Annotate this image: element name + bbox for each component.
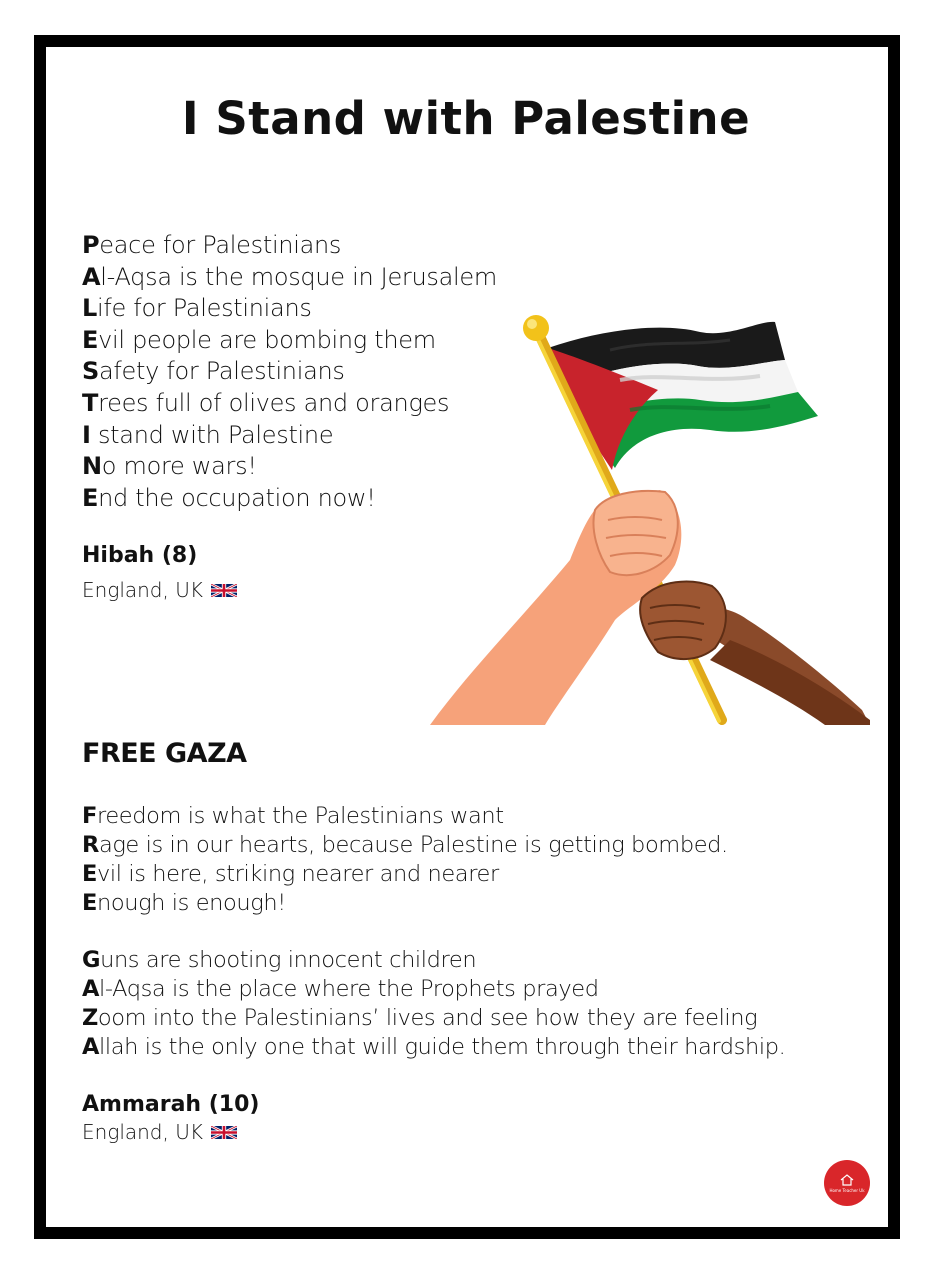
house-logo-icon bbox=[840, 1174, 854, 1186]
poem-initial: E bbox=[82, 483, 99, 512]
poem-line-text: o more wars! bbox=[101, 452, 257, 481]
poem-initial: T bbox=[82, 388, 99, 417]
poem-line-text: stand with Palestine bbox=[90, 420, 334, 449]
home-teacher-logo-badge bbox=[824, 1160, 870, 1206]
poem-initial: I bbox=[82, 420, 91, 449]
dark-hand bbox=[640, 582, 870, 725]
badge-label: Home Teacher Uk bbox=[829, 1187, 865, 1193]
poem-line bbox=[82, 230, 497, 262]
poem2-location bbox=[82, 1120, 237, 1144]
poem-initial: G bbox=[82, 947, 101, 973]
page-title: I Stand with Palestine bbox=[181, 92, 751, 145]
poem-initial: Z bbox=[82, 1005, 98, 1031]
uk-flag-icon bbox=[211, 1124, 237, 1141]
poem-line-text: vil is here, striking nearer and nearer bbox=[96, 861, 499, 887]
poem-initial: S bbox=[82, 357, 99, 386]
poem-line bbox=[82, 889, 728, 918]
poem1-location bbox=[82, 578, 237, 602]
poem-initial: E bbox=[82, 325, 99, 354]
poem-line-text: ife for Palestinians bbox=[97, 294, 312, 323]
poem-line-text: age is in our hearts, because Palestine is getting bombed. bbox=[98, 832, 728, 858]
poem-initial: E bbox=[82, 890, 97, 916]
acrostic-poem-free bbox=[82, 802, 728, 918]
poem-line-text: nd the occupation now! bbox=[98, 483, 376, 512]
poem2-location-text: England, UK bbox=[82, 1120, 203, 1144]
poem-line-text: rees full of olives and oranges bbox=[98, 388, 450, 417]
palestine-flag-hands-illustration bbox=[430, 310, 870, 725]
poem-line bbox=[82, 802, 728, 831]
poem-line-text: eace for Palestinians bbox=[99, 231, 342, 259]
poem-line-text: oom into the Palestinians’ lives and see how they are feeling bbox=[97, 1005, 758, 1031]
poem-line-text: uns are shooting innocent children bbox=[100, 947, 477, 973]
poem-line-text: afety for Palestinians bbox=[99, 357, 345, 386]
poem2-heading: FREE GAZA bbox=[82, 738, 247, 769]
poem-initial: E bbox=[82, 861, 97, 887]
poem-initial: N bbox=[82, 452, 102, 481]
poem-initial: L bbox=[82, 294, 97, 323]
poem-line bbox=[82, 262, 497, 294]
poem-line bbox=[82, 975, 785, 1004]
poem-initial: A bbox=[82, 976, 100, 1002]
poem-initial: P bbox=[82, 231, 100, 259]
poem-line-text: reedom is what the Palestinians want bbox=[96, 803, 504, 829]
poem-line bbox=[82, 831, 728, 860]
poem-line-text: nough is enough! bbox=[96, 890, 286, 916]
pole-finial bbox=[523, 315, 549, 341]
poem-line-text: vil people are bombing them bbox=[98, 325, 436, 354]
uk-flag-icon bbox=[211, 582, 237, 599]
poem-line-text: l-Aqsa is the place where the Prophets prayed bbox=[99, 976, 599, 1002]
poem-line-text: llah is the only one that will guide them through their hardship. bbox=[99, 1034, 786, 1060]
poem2-author: Ammarah (10) bbox=[82, 1092, 260, 1117]
poem-line bbox=[82, 1004, 785, 1033]
poem-line bbox=[82, 1033, 785, 1062]
poem1-location-text: England, UK bbox=[82, 578, 203, 602]
poem-line bbox=[82, 946, 785, 975]
poem-initial: R bbox=[82, 832, 99, 858]
poem-initial: A bbox=[82, 1034, 100, 1060]
poem-initial: F bbox=[82, 803, 97, 829]
poem-initial: A bbox=[82, 262, 101, 291]
acrostic-poem-gaza bbox=[82, 946, 785, 1062]
poem-line bbox=[82, 860, 728, 889]
poem-line-text: l-Aqsa is the mosque in Jerusalem bbox=[100, 262, 497, 291]
poem1-author: Hibah (8) bbox=[82, 543, 198, 568]
